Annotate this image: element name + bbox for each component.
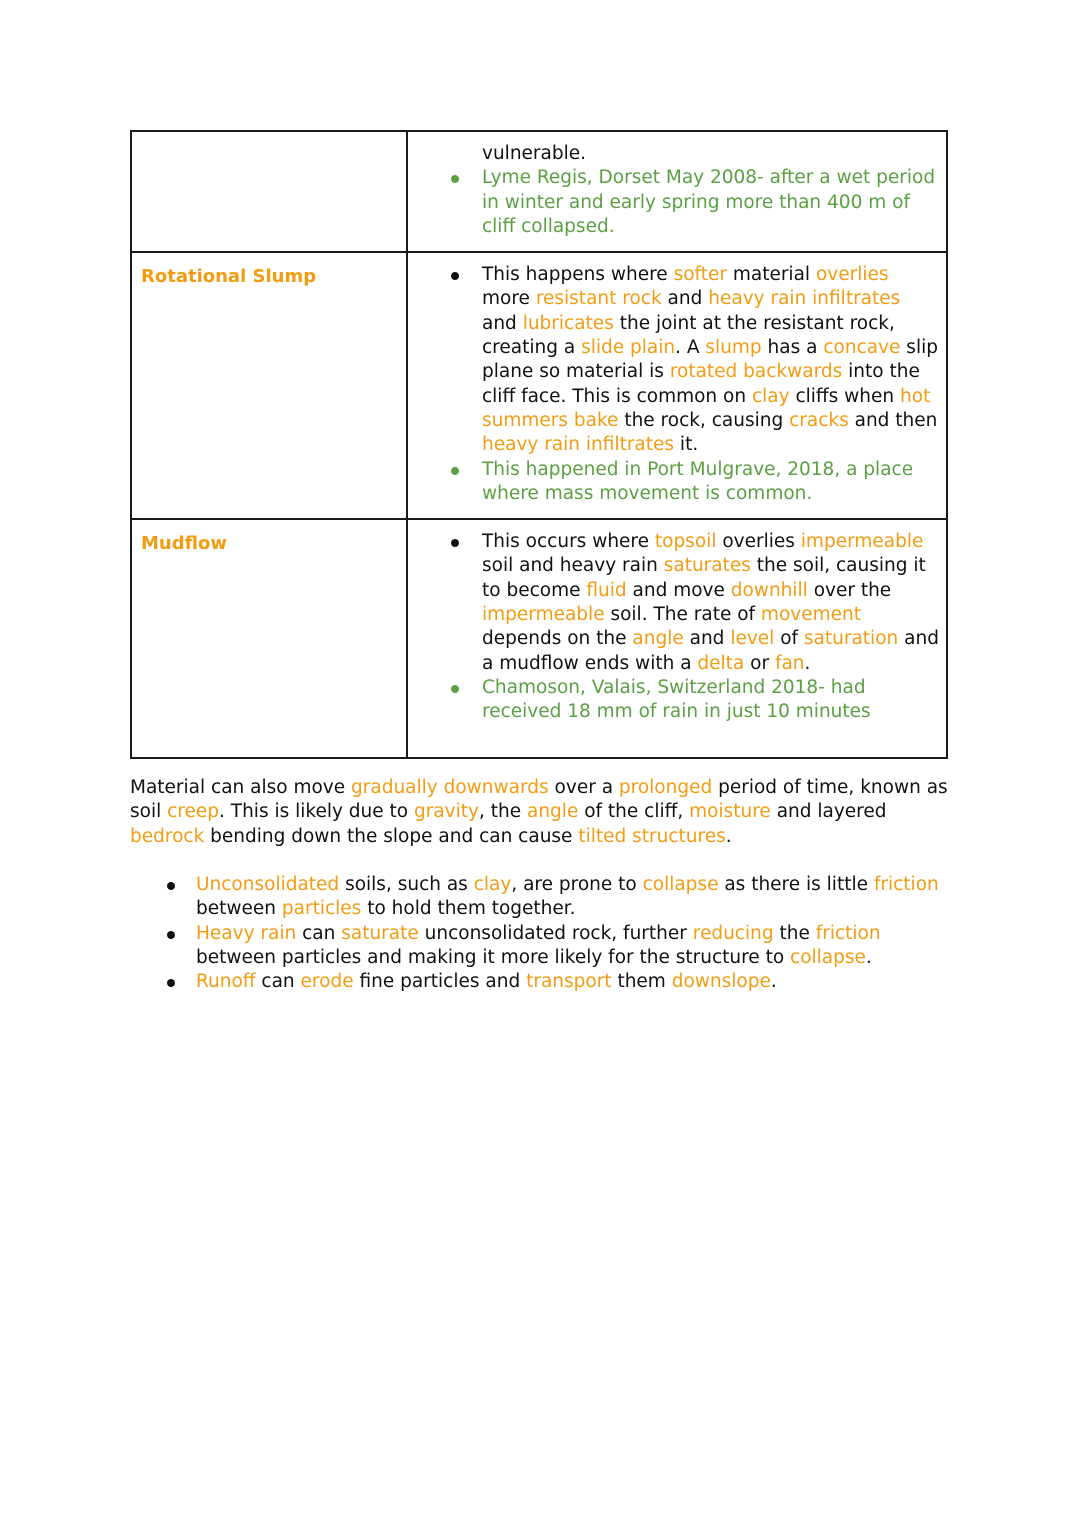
mass-movement-table	[130, 130, 948, 759]
highlighted-term: erode	[300, 971, 354, 993]
text-segment: cliffs when	[789, 385, 901, 407]
bullet-icon	[451, 272, 459, 280]
text-segment: as there is little	[718, 874, 874, 895]
highlighted-term: overlies	[815, 264, 889, 286]
rich-text	[482, 531, 939, 673]
highlighted-term: impermeable	[482, 604, 605, 626]
highlighted-term: delta	[697, 652, 745, 674]
text-segment: and layered	[770, 801, 887, 823]
table-row	[131, 252, 947, 519]
bullet-icon	[451, 539, 459, 547]
highlighted-term: bedrock	[130, 825, 205, 847]
text-segment: the soil, causing it to become	[482, 555, 926, 601]
highlighted-term: clay	[751, 385, 790, 407]
highlighted-term: gradually downwards	[351, 777, 549, 798]
rich-text	[196, 971, 777, 992]
highlighted-term: clay	[473, 874, 512, 895]
text-segment: soil and heavy rain	[482, 555, 664, 577]
term-cell	[131, 252, 407, 519]
list-item	[130, 970, 960, 994]
highlighted-term: saturation	[803, 628, 899, 650]
highlighted-term: cracks	[789, 409, 849, 431]
highlighted-term: hot summers bake	[482, 385, 931, 431]
text-segment: . A	[675, 337, 706, 359]
text-segment: between	[196, 898, 282, 920]
bullet-icon	[167, 882, 175, 890]
highlighted-term: slide plain	[581, 337, 676, 359]
text-segment: and a mudflow ends with a	[482, 628, 939, 674]
text-segment: of	[774, 628, 804, 650]
text-segment: to hold them together.	[361, 898, 576, 920]
text-segment: fine particles and	[353, 971, 527, 993]
highlighted-term: friction	[815, 922, 881, 944]
list-item	[130, 922, 960, 971]
bullet-icon	[451, 467, 459, 475]
highlighted-term: downhill	[730, 579, 808, 601]
description-cell	[407, 131, 947, 252]
highlighted-term: Heavy rain	[196, 922, 297, 944]
highlighted-term: saturate	[341, 922, 419, 944]
text-segment: more	[482, 288, 536, 310]
highlighted-term: resistant rock	[535, 288, 662, 310]
text-segment: can	[255, 971, 301, 993]
text-segment: soil. The rate of	[604, 604, 761, 626]
text-segment: between particles and making it more likely for the structure to	[196, 946, 791, 968]
highlighted-term: prolonged	[618, 777, 713, 798]
highlighted-term: Runoff	[196, 971, 256, 993]
table-row	[131, 519, 947, 758]
text-segment: .	[725, 825, 732, 847]
text-segment: over a	[548, 777, 619, 798]
highlighted-term: creep	[167, 801, 220, 823]
description-cell	[407, 252, 947, 519]
highlighted-term: tilted structures	[578, 825, 726, 847]
highlighted-term: softer	[673, 264, 727, 286]
text-segment: it.	[674, 434, 699, 456]
bullet-list	[130, 873, 960, 994]
description-list	[408, 530, 940, 724]
text-segment: This occurs where	[482, 531, 655, 553]
text-segment: slip plane so material is	[482, 337, 938, 383]
term-cell	[131, 519, 407, 758]
highlighted-term: concave	[823, 337, 901, 359]
text-segment: material	[726, 264, 816, 286]
description-list	[408, 263, 940, 506]
bullet-icon	[167, 979, 175, 987]
example-item: Lyme Regis, Dorset May 2008- after a wet period in winter and early spring more than 400 m of cliff collapsed.	[408, 166, 940, 239]
bullet-icon	[451, 175, 459, 183]
highlighted-term: angle	[632, 628, 684, 650]
highlighted-term: transport	[526, 971, 612, 993]
term-label: Mudflow	[141, 533, 227, 555]
text-segment: .	[804, 652, 811, 674]
list-item	[408, 263, 940, 457]
highlighted-term: rotated backwards	[669, 361, 843, 383]
text-segment: This happens where	[482, 264, 674, 286]
rich-text	[196, 923, 881, 968]
highlighted-term: Unconsolidated	[196, 874, 340, 895]
text-segment: , are prone to	[511, 874, 643, 895]
rich-text	[482, 264, 938, 455]
description-cell	[407, 519, 947, 758]
highlighted-term: lubricates	[522, 312, 614, 334]
highlighted-term: friction	[873, 874, 939, 895]
highlighted-term: particles	[281, 898, 362, 920]
text-segment: soils, such as	[339, 874, 474, 895]
example-item: This happened in Port Mulgrave, 2018, a place where mass movement is common.	[408, 458, 940, 507]
list-item: vulnerable.	[482, 143, 587, 164]
text-segment: into the cliff face. This is common on	[482, 361, 920, 407]
highlighted-term: angle	[527, 801, 579, 823]
highlighted-term: reducing	[692, 922, 774, 944]
highlighted-term: heavy rain infiltrates	[708, 288, 901, 310]
highlighted-term: collapse	[642, 874, 719, 895]
highlighted-term: movement	[760, 604, 861, 626]
term-label: Rotational Slump	[141, 266, 317, 288]
highlighted-term: moisture	[689, 801, 771, 823]
table-row	[131, 131, 947, 252]
highlighted-term: impermeable	[800, 531, 924, 553]
text-segment: or	[744, 652, 775, 674]
highlighted-term: heavy rain infiltrates	[482, 434, 675, 456]
highlighted-term: fan	[774, 652, 805, 674]
text-segment: the	[773, 922, 816, 944]
text-segment: and move	[626, 579, 731, 601]
highlighted-term: level	[730, 628, 775, 650]
text-segment: unconsolidated rock, further	[418, 922, 693, 944]
text-segment: . This is likely due to	[219, 801, 414, 823]
text-segment: Material can also move	[130, 777, 352, 798]
highlighted-term: saturates	[663, 555, 751, 577]
highlighted-term: gravity	[414, 801, 479, 823]
highlighted-term: topsoil	[654, 531, 717, 553]
text-segment: and	[661, 288, 709, 310]
text-segment: over the	[807, 579, 892, 601]
list-item	[130, 873, 960, 922]
highlighted-term: downslope	[671, 971, 771, 993]
text-segment: the joint at the resistant rock, creating a	[482, 312, 895, 359]
text-segment: and	[683, 628, 731, 650]
text-segment: and then	[848, 409, 938, 431]
term-cell	[131, 131, 407, 252]
text-segment: of the cliff,	[578, 801, 690, 823]
text-segment: has a	[761, 337, 824, 359]
text-segment: them	[611, 971, 672, 993]
text-segment: overlies	[716, 531, 801, 553]
text-segment: bending down the slope and can cause	[204, 825, 579, 847]
highlighted-term: slump	[705, 337, 762, 359]
bullet-icon	[167, 931, 175, 939]
text-segment: and	[482, 312, 523, 334]
text-segment: , the	[478, 801, 527, 823]
text-segment: can	[296, 922, 342, 944]
rich-text	[196, 874, 939, 919]
text-segment: the rock, causing	[618, 409, 790, 431]
description-list	[408, 142, 940, 239]
example-item: Chamoson, Valais, Switzerland 2018- had received 18 mm of rain in just 10 minutes	[408, 676, 940, 725]
text-segment: depends on the	[482, 628, 633, 650]
list-item	[408, 530, 940, 676]
highlighted-term: collapse	[790, 946, 866, 968]
text-segment: .	[865, 946, 872, 968]
highlighted-term: fluid	[586, 579, 627, 601]
bullet-icon	[451, 685, 459, 693]
soil-creep-paragraph	[130, 776, 950, 849]
text-segment: .	[770, 971, 777, 993]
text-segment: period of time, known as soil	[130, 777, 948, 823]
